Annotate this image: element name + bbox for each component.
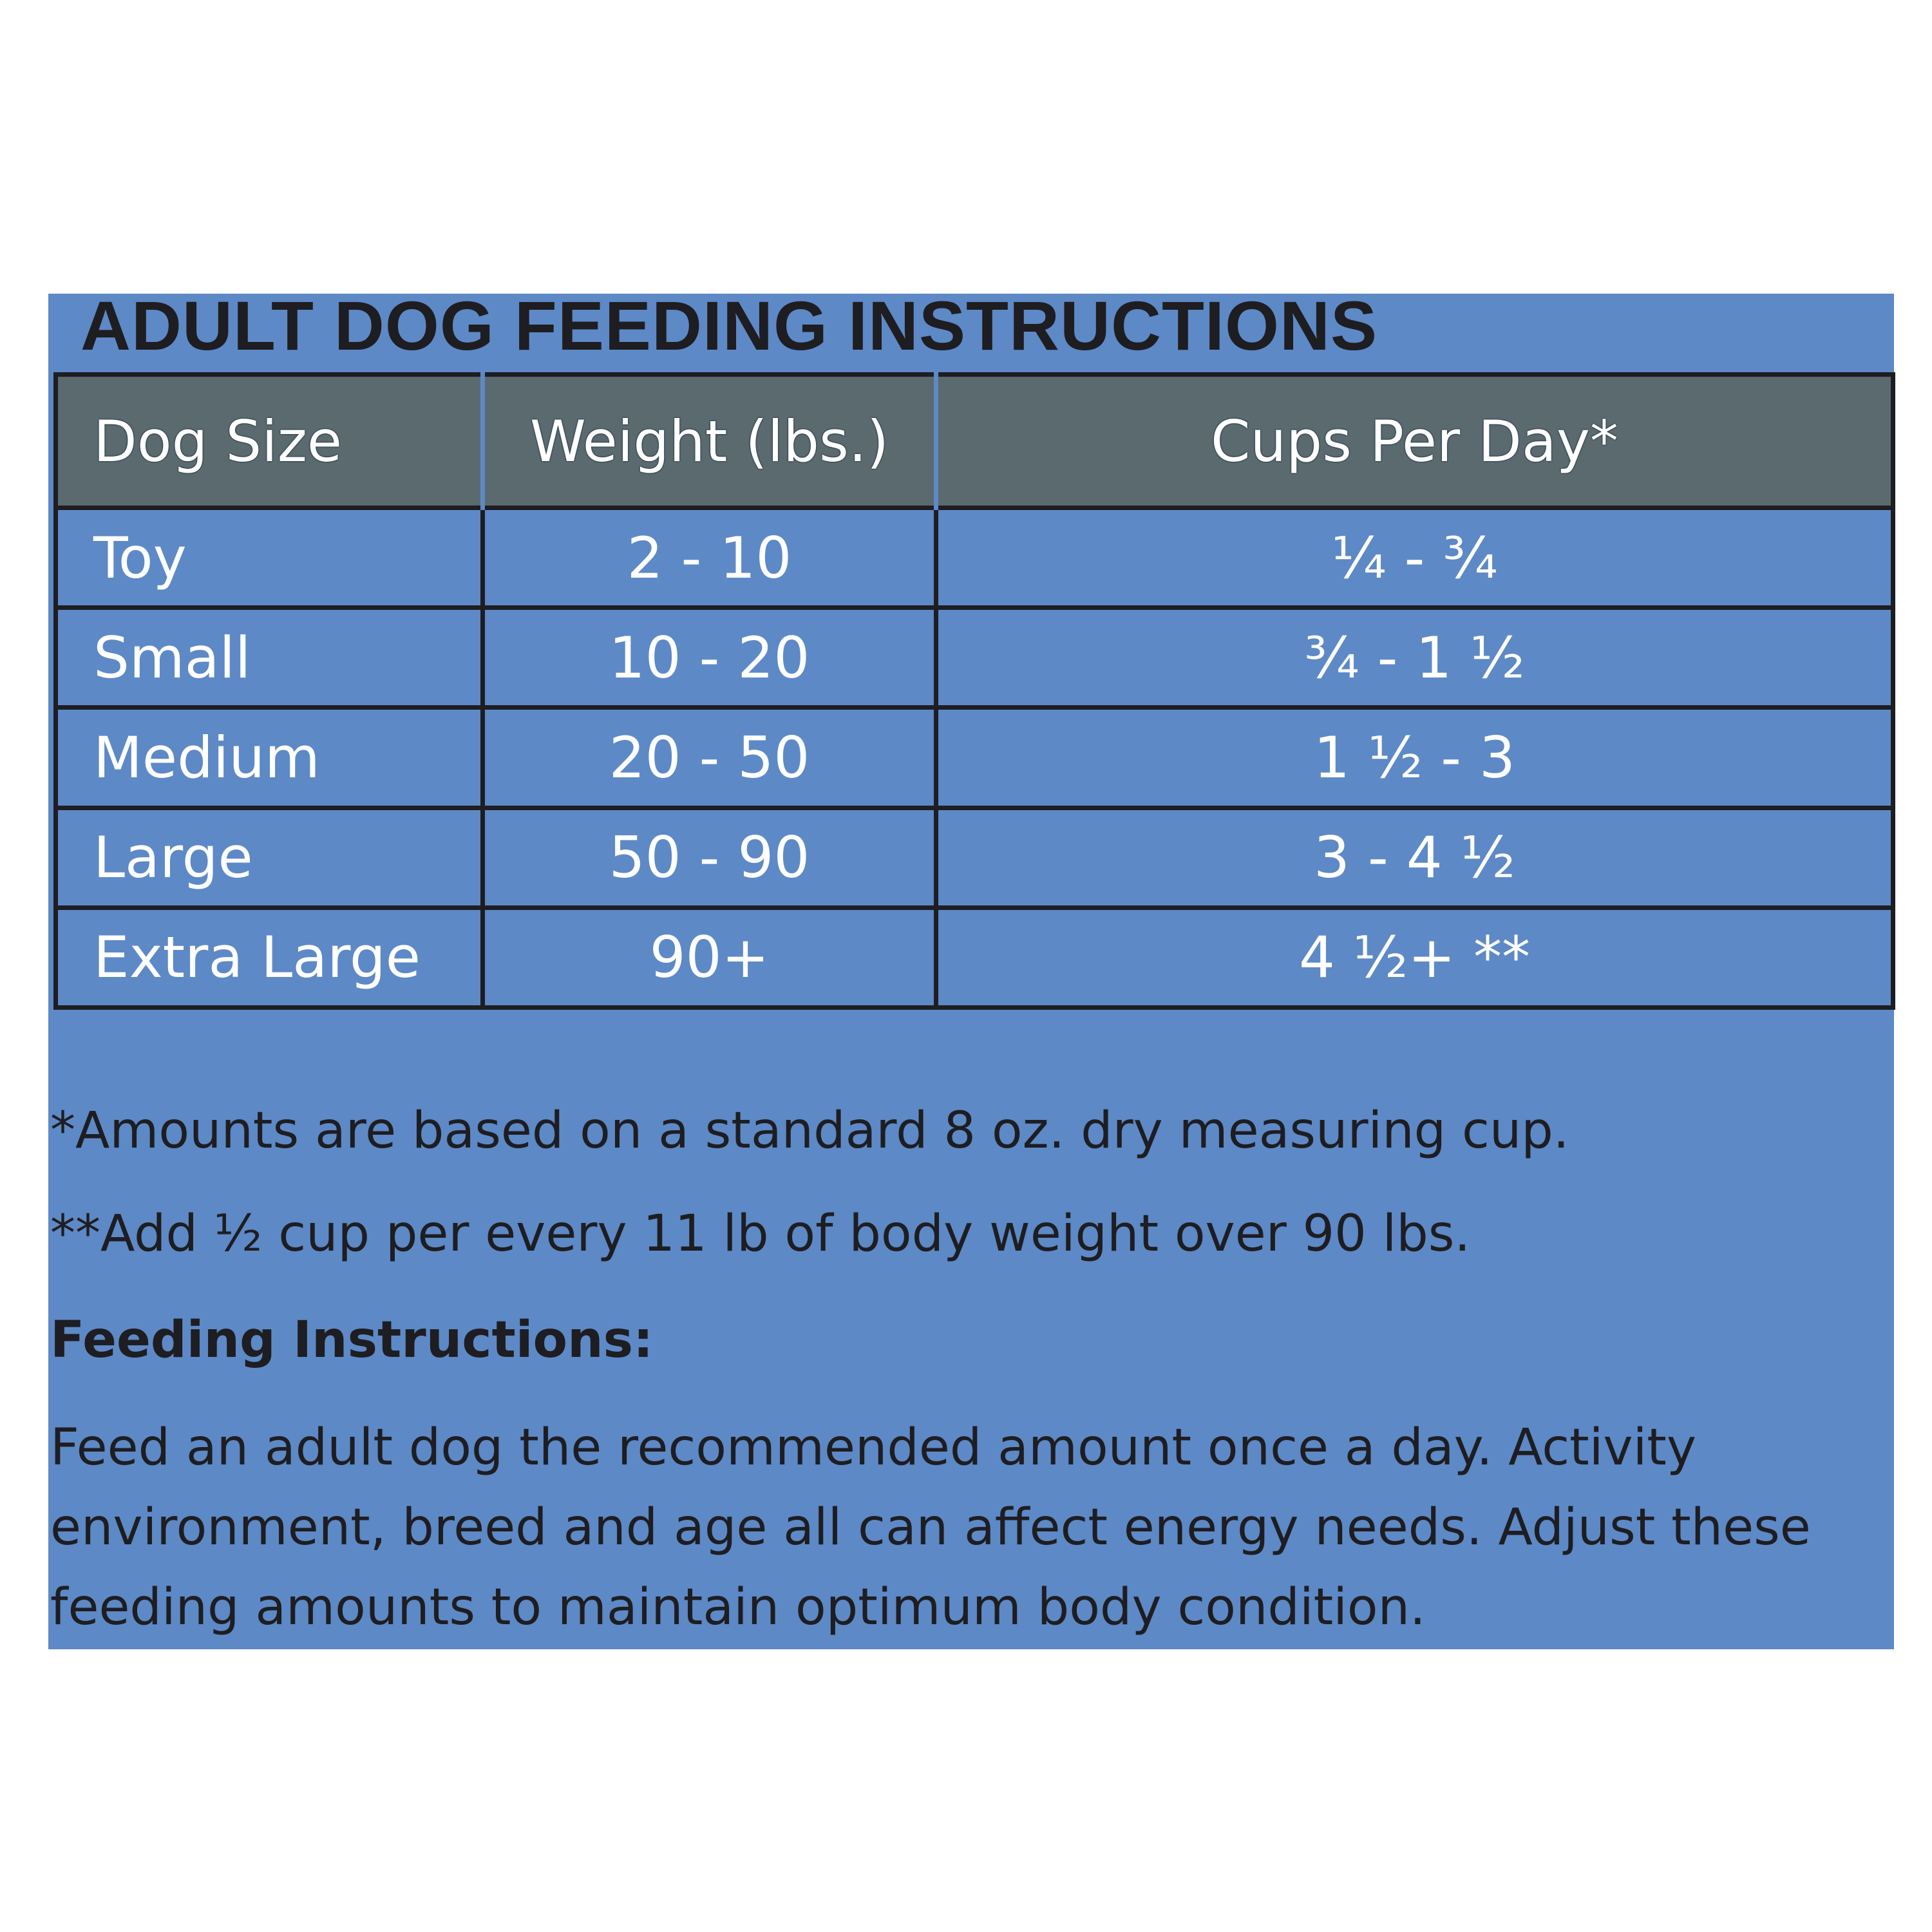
table-header-row [56,375,1893,508]
instructions-line: Feed an adult dog the recommended amount once a day. Activity [50,1419,1696,1477]
cell-cups: 1 ½ - 3 [936,708,1893,808]
cell-weight: 2 - 10 [483,508,936,608]
cell-dog-size: Extra Large [56,907,483,1007]
table-row [56,808,1893,907]
feeding-panel [48,287,1894,1649]
footnote-cup-standard: *Amounts are based on a standard 8 oz. dry measuring cup. [50,1102,1569,1160]
cell-weight: 90+ [483,907,936,1007]
table-row [56,508,1893,608]
table-row [56,907,1893,1007]
feeding-instructions-heading: Feeding Instructions: [50,1311,654,1369]
feeding-instructions-text [50,1408,1886,1647]
cell-weight: 10 - 20 [483,608,936,708]
cell-cups: ¾ - 1 ½ [936,608,1893,708]
table-row [56,708,1893,808]
instructions-line: environment, breed and age all can affect energy needs. Adjust these [50,1499,1811,1557]
footnote-extra-large: **Add ½ cup per every 11 lb of body weight over 90 lbs. [50,1205,1471,1263]
header-dog-size: Dog Size [56,375,483,508]
cell-dog-size: Toy [56,508,483,608]
header-weight: Weight (lbs.) [483,375,936,508]
feeding-table [53,372,1895,1010]
cell-dog-size: Medium [56,708,483,808]
table-row [56,608,1893,708]
cell-weight: 20 - 50 [483,708,936,808]
cell-dog-size: Small [56,608,483,708]
cell-cups: ¼ - ¾ [936,508,1893,608]
cell-weight: 50 - 90 [483,808,936,907]
cell-cups: 3 - 4 ½ [936,808,1893,907]
page-title: ADULT DOG FEEDING INSTRUCTIONS [80,287,1378,365]
cell-cups: 4 ½+ ** [936,907,1893,1007]
cell-dog-size: Large [56,808,483,907]
header-cups-per-day: Cups Per Day* [936,375,1893,508]
instructions-line: feeding amounts to maintain optimum body condition. [50,1578,1426,1636]
